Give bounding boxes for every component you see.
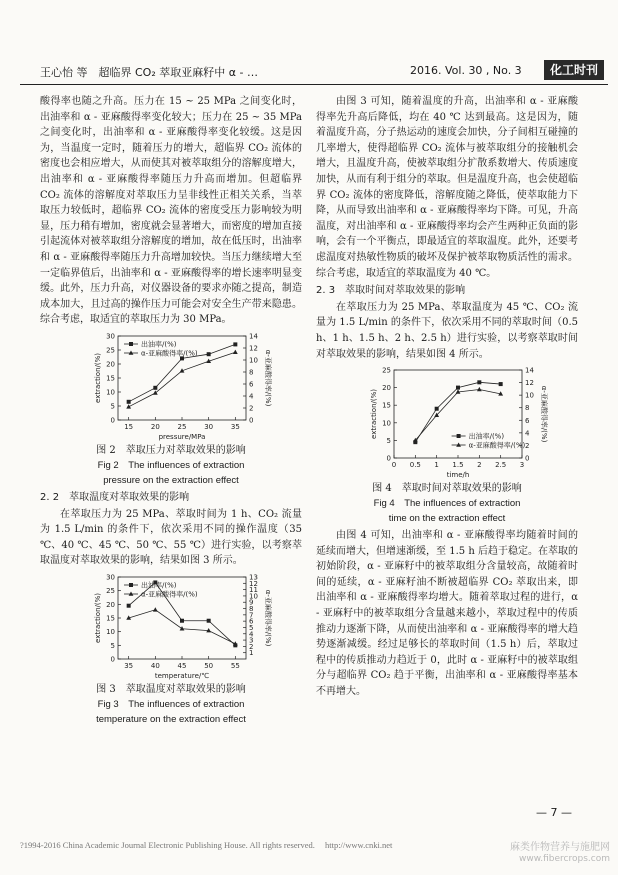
x-tick-label: 35 — [124, 661, 134, 670]
y-tick-label: 5 — [110, 641, 115, 650]
fig3-caption-cn: 图 3 萃取温度对萃取效果的影响 — [96, 683, 246, 695]
data-point-square — [180, 619, 184, 623]
x-tick-label: 2 — [477, 461, 482, 470]
paragraph: 酸得率也随之升高。压力在 15 ~ 25 MPa 之间变化时，出油率和 α - 亚麻酸得率变化较大；压力在 25 ~ 35 MPa 之间变化时，出油率和 α - 亚麻酸得率变化较缓。这是因为，当温度一定时，随着压力的增大，超临界 CO₂ 流体的密度也会相应增大，从而使其对被萃取组分的溶解度增大，出油率和 α - 亚麻酸得率随压力升高而增加。但超临界 CO₂ 流体的溶解度对萃取压力呈非线性正相关关系，当萃取压力较低时，超临界 CO₂ 流体的密度受压力影响较为明显，压力稍有增加，密度就会显著增大，而密度的增加直接引起流体对被萃取组分溶解度的增加，故在低压时，出油率和 α - 亚麻酸得率随压力升高增加较快。当压力继续增大至一定临界值后，出油率和 α - 亚麻酸得率的增长速率明显变缓。此外，压力升高，对仪器设备的要求亦随之提高，制造成本加大，且过高的操作压力可能会对安全生产带来隐患。综合考虑，取适宜的萃取压力为 30 MPa。 — [40, 96, 302, 326]
y-tick-label: 0 — [110, 655, 115, 664]
x-axis-label: temperature/℃ — [154, 671, 210, 680]
x-tick-label: 45 — [177, 661, 187, 670]
y2-tick-label: 0 — [525, 454, 530, 463]
y-tick-label: 15 — [106, 374, 115, 383]
y2-tick-label: 1 — [249, 649, 254, 658]
x-tick-label: 40 — [150, 661, 160, 670]
y2-axis-label: α-亚麻酸得率/(%) — [540, 385, 548, 443]
y2-tick-label: 10 — [525, 391, 534, 400]
y2-tick-label: 7 — [249, 611, 254, 620]
x-tick-label: 30 — [204, 422, 214, 431]
y-axis-label: extraction/(%) — [370, 389, 378, 440]
y2-tick-label: 4 — [525, 429, 530, 438]
y2-axis-label: α-亚麻酸得率/(%) — [264, 349, 272, 407]
fig4-caption-cn: 图 4 萃取时间对萃取效果的影响 — [372, 483, 522, 495]
running-header — [20, 60, 604, 82]
x-tick-label: 20 — [150, 422, 160, 431]
data-point-triangle — [477, 387, 482, 391]
fig3-caption-en-line2: temperature on the extraction effect — [96, 713, 246, 725]
chart-fig2 — [40, 330, 302, 442]
paragraph: 由图 4 可知，出油率和 α - 亚麻酸得率均随着时间的延续而增大，但增速渐缓，至 1.5 h 后趋于稳定。在萃取的初始阶段，α - 亚麻籽中的被萃取组分含量较高，故随着时间的延续，α - 亚麻籽油不断被超临界 CO₂ 萃取出来，即出油率和 α - 亚麻酸得率均增大。随着萃取过程的进行，α - 亚麻籽中的被萃取组分含量越来越小，萃取过程中的传质推动力逐渐下降，从而使出油率和 α - 亚麻酸得率的增大趋势逐渐减缓。经过足够长的萃取时间（1.5 h）后，萃取过程中的传质推动力趋近于 0，此时 α - 亚麻籽中的被萃取组分与超临界 CO₂ 趋于平衡，出油率和 α - 亚麻酸得率基本不再增大。 — [316, 530, 578, 698]
right-column — [316, 94, 578, 700]
footer-url[interactable]: http://www.cnki.net — [324, 840, 393, 850]
paragraph: 在萃取压力为 25 MPa、萃取温度为 45 ℃、CO₂ 流量为 1.5 L/min 的条件下，依次采用不同的萃取时间（0.5 h、1 h、1.5 h、2 h、2.5 h）进行实验，以考察萃取时间对萃取效果的影响，结果如图 4 所示。 — [316, 301, 578, 360]
figure-4 — [316, 364, 578, 526]
data-point-triangle — [180, 626, 185, 630]
legend-label: α-亚麻酸得率/(%) — [141, 590, 198, 599]
y-tick-label: 25 — [382, 366, 391, 375]
figure-3 — [40, 571, 302, 727]
data-point-square — [127, 604, 131, 608]
x-tick-label: 15 — [124, 422, 134, 431]
y-tick-label: 25 — [106, 346, 115, 355]
data-point-triangle — [153, 607, 158, 611]
y2-tick-label: 8 — [249, 368, 254, 377]
legend-marker-square — [457, 434, 461, 438]
y-tick-label: 25 — [106, 587, 115, 596]
y2-tick-label: 10 — [249, 356, 258, 365]
y-axis-label: extraction/(%) — [94, 592, 102, 643]
x-axis-label: pressure/MPa — [158, 432, 206, 441]
header-authors: 王心怡 等 — [40, 66, 88, 79]
legend-label: 出油率/(%) — [468, 432, 505, 441]
y-tick-label: 10 — [106, 388, 115, 397]
fig3-caption-en-line1: Fig 3 The influences of extraction — [97, 698, 245, 710]
paragraph: 由图 3 可知，随着温度的升高，出油率和 α - 亚麻酸得率先升高后降低，均在 40 ℃ 达到最高。这是因为，随着温度升高，分子热运动的速度会加快，分子间相互碰撞的几率增大，使得超临界 CO₂ 流体与被萃取组分的接触机会增大，且温度升高，使被萃取组分扩散系数增大、传质速度加快，从而有利于组分的萃取。但是温度升高，也会使超临界 CO₂ 流体的密度降低，溶解度随之降低，使萃取能力下降，从而导致出油率和 α - 亚麻酸得率均下降。可见，升高温度，对出油率和 α - 亚麻酸得率均会产生两种正负面的影响，会有一个平衡点，即最适宜的萃取温度。此外，还要考虑温度对热敏性物质的破坏及保护被萃取物质活性的需求。综合考虑，取适宜的萃取温度为 40 ℃。 — [316, 96, 578, 279]
y2-tick-label: 2 — [249, 404, 254, 413]
x-axis-label: time/h — [446, 471, 470, 480]
y2-tick-label: 6 — [249, 380, 254, 389]
fig2-caption-en-line2: pressure on the extraction effect — [103, 474, 239, 486]
legend-marker-square — [129, 342, 133, 346]
y2-tick-label: 5 — [249, 623, 254, 632]
data-point-square — [207, 619, 211, 623]
x-tick-label: 50 — [204, 661, 214, 670]
x-tick-label: 1 — [434, 461, 439, 470]
data-point-square — [127, 400, 131, 404]
y2-tick-label: 14 — [249, 332, 258, 341]
plot-frame — [118, 577, 246, 659]
y2-axis-label: α-亚麻酸得率/(%) — [264, 589, 272, 647]
x-tick-label: 3 — [519, 461, 525, 470]
figure-2 — [40, 330, 302, 488]
legend-label: α-亚麻酸得率/(%) — [141, 349, 198, 358]
fig4-caption-en-line2: time on the extraction effect — [388, 513, 506, 525]
y-tick-label: 0 — [386, 454, 391, 463]
header-issue: 2016. Vol. 30 , No. 3 — [410, 64, 522, 77]
x-tick-label: 2.5 — [495, 461, 507, 470]
y-tick-label: 5 — [110, 402, 115, 411]
x-tick-label: 25 — [177, 422, 187, 431]
y2-tick-label: 10 — [249, 592, 258, 601]
x-tick-label: 1.5 — [452, 461, 464, 470]
y2-tick-label: 14 — [525, 366, 534, 375]
data-point-triangle — [153, 390, 158, 394]
y2-tick-label: 8 — [249, 604, 254, 613]
data-point-triangle — [233, 350, 238, 354]
section-heading-2-3: 2. 3 萃取时间对萃取效果的影响 — [316, 285, 466, 297]
section-heading-2-2: 2. 2 萃取温度对萃取效果的影响 — [40, 491, 190, 503]
data-point-square — [207, 352, 211, 356]
fig2-caption-en-line1: Fig 2 The influences of extraction — [97, 459, 245, 471]
y-tick-label: 5 — [386, 436, 391, 445]
y-tick-label: 20 — [106, 360, 115, 369]
data-point-square — [435, 407, 439, 411]
data-point-square — [153, 386, 157, 390]
footer — [20, 840, 610, 864]
y2-tick-label: 12 — [525, 379, 534, 388]
y-tick-label: 0 — [110, 416, 115, 425]
x-tick-label: 55 — [230, 661, 240, 670]
y-tick-label: 30 — [106, 332, 115, 341]
y2-tick-label: 3 — [249, 636, 254, 645]
data-point-square — [499, 382, 503, 386]
chart-fig3 — [40, 571, 302, 681]
y2-tick-label: 8 — [525, 404, 530, 413]
fig4-caption-en-line1: Fig 4 The influences of extraction — [373, 498, 521, 510]
y2-tick-label: 12 — [249, 344, 258, 353]
data-point-triangle — [126, 404, 131, 408]
legend-label: α-亚麻酸得率/(%) — [468, 441, 526, 450]
y2-tick-label: 6 — [249, 617, 254, 626]
header-title: 超临界 CO₂ 萃取亚麻籽中 α - … — [98, 66, 258, 79]
footer-copyright: ?1994-2016 China Academic Journal Electronic Publishing House. All rights reserved. — [20, 840, 315, 850]
fig2-caption-cn: 图 2 萃取压力对萃取效果的影响 — [96, 444, 246, 456]
x-tick-label: 0.5 — [409, 461, 421, 470]
y2-tick-label: 12 — [249, 579, 258, 588]
y-tick-label: 10 — [106, 628, 115, 637]
header-rule — [20, 84, 608, 85]
left-column — [40, 94, 302, 729]
page-number: — 7 — — [536, 806, 572, 819]
y2-tick-label: 4 — [249, 392, 254, 401]
y2-tick-label: 9 — [249, 598, 254, 607]
y-tick-label: 20 — [106, 600, 115, 609]
y2-tick-label: 4 — [249, 630, 254, 639]
header-authors-title — [40, 64, 258, 80]
y2-tick-label: 0 — [249, 416, 254, 425]
y2-tick-label: 11 — [249, 585, 258, 594]
legend-marker-square — [129, 583, 133, 587]
y2-tick-label: 13 — [249, 573, 258, 582]
data-point-square — [477, 380, 481, 384]
y-tick-label: 15 — [106, 614, 115, 623]
y-tick-label: 20 — [382, 384, 391, 393]
x-tick-label: 35 — [230, 422, 240, 431]
y2-tick-label: 2 — [525, 442, 530, 451]
legend-label: 出油率/(%) — [141, 581, 177, 590]
y-tick-label: 10 — [382, 419, 391, 428]
journal-name: 化工时刊 — [544, 60, 604, 80]
data-point-square — [233, 342, 237, 346]
paragraph: 在萃取压力为 25 MPa、萃取时间为 1 h、CO₂ 流量为 1.5 L/min 的条件下，依次采用不同的操作温度（35 ℃、40 ℃、45 ℃、50 ℃、55 ℃）进行实验，以考察萃取温度对萃取效果的影响，结果如图 3 所示。 — [40, 508, 302, 567]
y2-tick-label: 2 — [249, 642, 254, 651]
y-tick-label: 30 — [106, 573, 115, 582]
data-point-square — [456, 386, 460, 390]
x-tick-label: 0 — [391, 461, 397, 470]
watermark-url: www.fibercrops.com — [519, 854, 610, 864]
watermark-text: 麻类作物营养与施肥网 — [510, 842, 610, 853]
chart-fig4 — [316, 364, 578, 480]
legend-label: 出油率/(%) — [141, 340, 177, 349]
y-tick-label: 15 — [382, 401, 391, 410]
y2-tick-label: 6 — [525, 416, 530, 425]
y-axis-label: extraction/(%) — [94, 352, 102, 403]
